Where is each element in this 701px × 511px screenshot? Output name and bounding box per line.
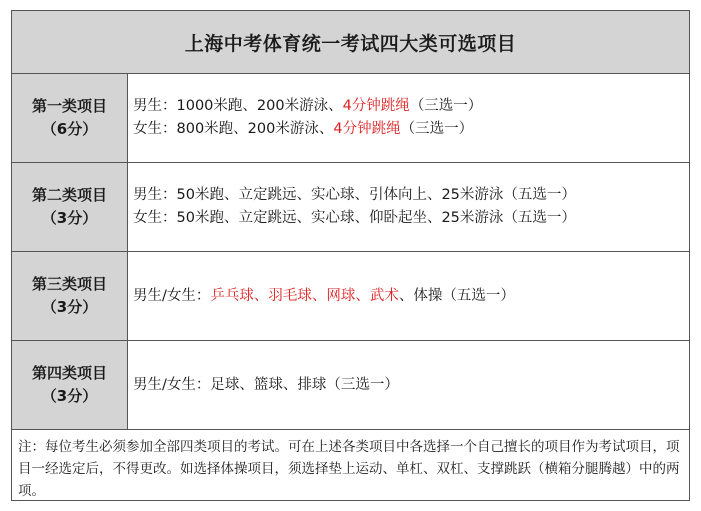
table-title xyxy=(12,11,689,74)
category-points: （3分） xyxy=(41,387,98,405)
category-name: 第三类项目 xyxy=(31,275,107,293)
category-cell-2 xyxy=(12,163,128,251)
male-options xyxy=(133,95,689,118)
footnote: 注：每位考生必须参加全部四类项目的考试。可在上述各类项目中各选择一个自己擅长的项目作为考试项目，项目一经选定后，不得更改。如选择体操项目，须选择垫上运动、单杠、双杠、支撑跳跃（横箱分腿腾越）中的两项。 xyxy=(18,439,680,499)
choice-count: （三选一） xyxy=(409,98,483,114)
female-options xyxy=(133,118,689,141)
female-options: 女生：50米跑、立定跳远、实心球、仰卧起坐、25米游泳（五选一） xyxy=(133,210,576,226)
table-row-category-1 xyxy=(12,74,689,163)
gender-label: 男生/女生： xyxy=(133,287,211,304)
table-row-category-4 xyxy=(12,341,689,430)
options-cell-4 xyxy=(129,341,689,429)
category-name: 第二类项目 xyxy=(31,186,107,204)
unisex-options: 男生/女生：足球、篮球、排球（三选一） xyxy=(133,376,399,393)
option-text: 、体操（五选一） xyxy=(398,287,515,304)
table-row-category-2 xyxy=(12,163,689,252)
option-text: 800米跑、200米游泳、 xyxy=(176,121,334,137)
sports-exam-table xyxy=(11,10,690,501)
options-cell-3 xyxy=(129,252,689,340)
highlighted-option: 4分钟跳绳 xyxy=(333,121,401,137)
category-cell-1 xyxy=(12,74,128,162)
gender-label: 男生： xyxy=(133,98,177,114)
category-name: 第一类项目 xyxy=(31,97,107,115)
category-points: （3分） xyxy=(41,209,98,227)
category-name: 第四类项目 xyxy=(31,364,107,382)
category-cell-4 xyxy=(12,341,128,429)
unisex-options xyxy=(133,285,689,308)
category-cell-3 xyxy=(12,252,128,340)
category-points: （3分） xyxy=(41,298,98,316)
option-text: 1000米跑、200米游泳、 xyxy=(176,98,343,114)
gender-label: 女生： xyxy=(133,121,177,137)
highlighted-option: 4分钟跳绳 xyxy=(342,98,410,114)
category-points: （6分） xyxy=(41,120,98,138)
choice-count: （三选一） xyxy=(400,121,474,137)
title-text: 上海中考体育统一考试四大类可选项目 xyxy=(184,32,517,55)
highlighted-option: 乒乓球、羽毛球、网球、武术 xyxy=(210,287,399,304)
male-options: 男生：50米跑、立定跳远、实心球、引体向上、25米游泳（五选一） xyxy=(133,187,576,203)
table-row-category-3 xyxy=(12,252,689,341)
options-cell-2 xyxy=(129,163,689,251)
options-cell-1 xyxy=(129,74,689,162)
